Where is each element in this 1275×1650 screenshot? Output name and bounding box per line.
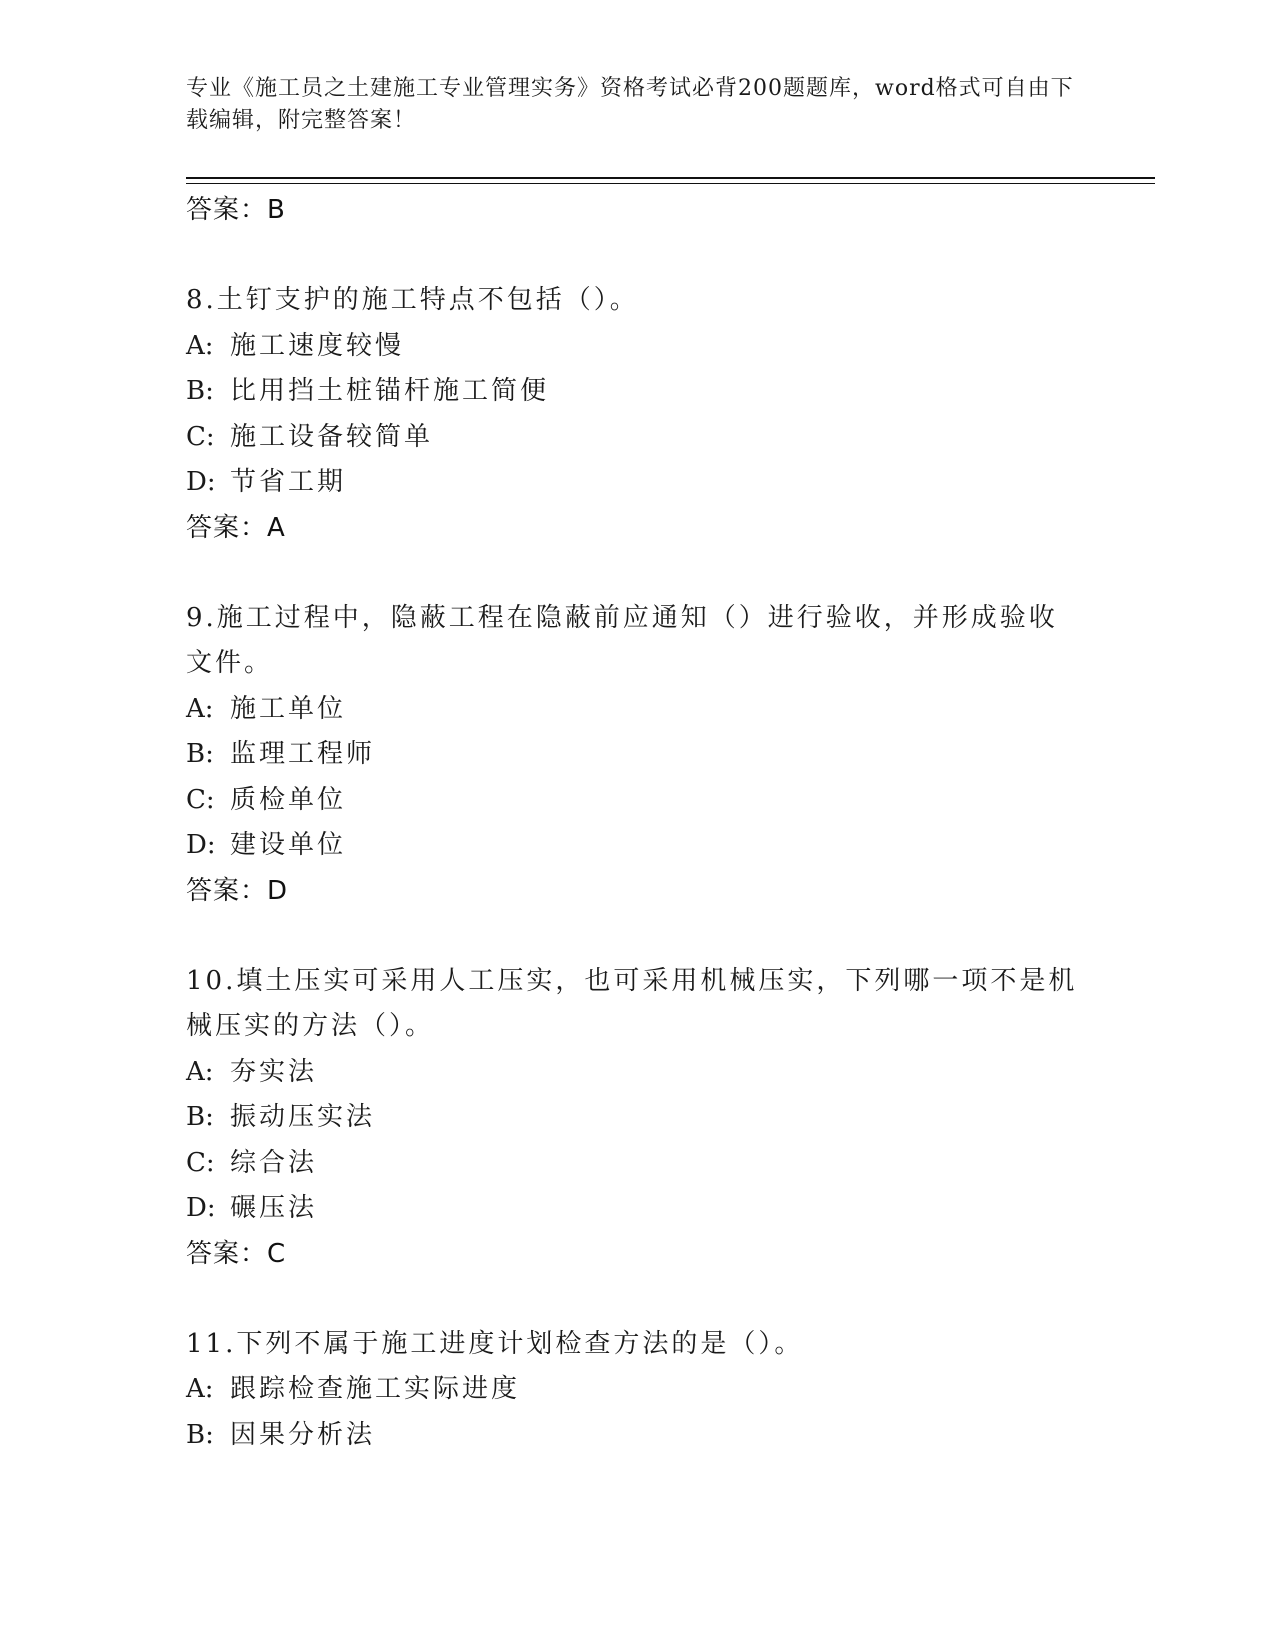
option-key: B: bbox=[186, 739, 214, 769]
question-text: 10.填土压实可采用人工压实，也可采用机械压实，下列哪一项不是机械压实的方法（）。 bbox=[186, 965, 1078, 1041]
option-a bbox=[186, 1050, 1086, 1096]
block-gap bbox=[186, 233, 1086, 278]
option-key: D: bbox=[186, 467, 216, 497]
option-text: 施工单位 bbox=[230, 693, 347, 724]
option-key: A: bbox=[186, 693, 214, 724]
question-list bbox=[186, 188, 1086, 1458]
option-text: 碾压法 bbox=[230, 1193, 318, 1223]
option-b bbox=[186, 369, 1086, 415]
option-key: C: bbox=[186, 421, 215, 452]
option-text: 比用挡土桩锚杆施工简便 bbox=[230, 376, 550, 406]
option-text: 施工速度较慢 bbox=[230, 330, 405, 361]
question-text: 8.土钉支护的施工特点不包括（）。 bbox=[186, 285, 639, 315]
header-divider-thin bbox=[186, 183, 1155, 184]
option-key: A: bbox=[186, 1374, 214, 1404]
option-d bbox=[186, 823, 1086, 869]
question-block bbox=[186, 1322, 1086, 1459]
option-c bbox=[186, 1141, 1086, 1187]
option-a bbox=[186, 1367, 1086, 1413]
option-key: C: bbox=[186, 1147, 215, 1178]
option-key: A: bbox=[186, 330, 214, 361]
option-key: C: bbox=[186, 784, 215, 815]
option-text: 质检单位 bbox=[230, 784, 347, 815]
document-header: 专业《施工员之土建施工专业管理实务》资格考试必背200题题库，word格式可自由下载编辑，附完整答案！ bbox=[186, 76, 1074, 133]
option-key: B: bbox=[186, 1419, 214, 1450]
option-text: 监理工程师 bbox=[230, 739, 376, 769]
option-text: 振动压实法 bbox=[230, 1102, 376, 1132]
option-a bbox=[186, 687, 1086, 733]
option-c bbox=[186, 778, 1086, 824]
option-c bbox=[186, 415, 1086, 461]
block-gap bbox=[186, 1277, 1086, 1322]
option-key: B: bbox=[186, 1102, 214, 1132]
option-text: 夯实法 bbox=[230, 1056, 318, 1087]
answer-line: 答案：C bbox=[186, 1238, 287, 1269]
question-block bbox=[186, 959, 1086, 1277]
option-b bbox=[186, 1413, 1086, 1459]
option-text: 跟踪检查施工实际进度 bbox=[230, 1374, 521, 1404]
option-a bbox=[186, 324, 1086, 370]
option-text: 施工设备较简单 bbox=[230, 421, 434, 452]
block-gap bbox=[186, 914, 1086, 959]
option-text: 因果分析法 bbox=[230, 1419, 376, 1450]
question-block bbox=[186, 596, 1086, 914]
question-block bbox=[186, 278, 1086, 551]
option-key: D: bbox=[186, 1193, 216, 1223]
question-text: 11.下列不属于施工进度计划检查方法的是（）。 bbox=[186, 1328, 804, 1359]
previous-answer: 答案：B bbox=[186, 195, 286, 225]
option-b bbox=[186, 732, 1086, 778]
option-d bbox=[186, 1186, 1086, 1232]
option-text: 综合法 bbox=[230, 1147, 318, 1178]
header-divider-thick bbox=[186, 177, 1155, 179]
option-b bbox=[186, 1095, 1086, 1141]
option-d bbox=[186, 460, 1086, 506]
answer-line: 答案：A bbox=[186, 512, 286, 543]
option-key: D: bbox=[186, 830, 216, 860]
answer-line: 答案：D bbox=[186, 875, 289, 906]
option-text: 建设单位 bbox=[230, 830, 347, 860]
option-key: B: bbox=[186, 376, 214, 406]
block-gap bbox=[186, 551, 1086, 596]
option-key: A: bbox=[186, 1056, 214, 1087]
question-text: 9.施工过程中，隐蔽工程在隐蔽前应通知（）进行验收，并形成验收文件。 bbox=[186, 602, 1058, 678]
option-text: 节省工期 bbox=[230, 467, 347, 497]
